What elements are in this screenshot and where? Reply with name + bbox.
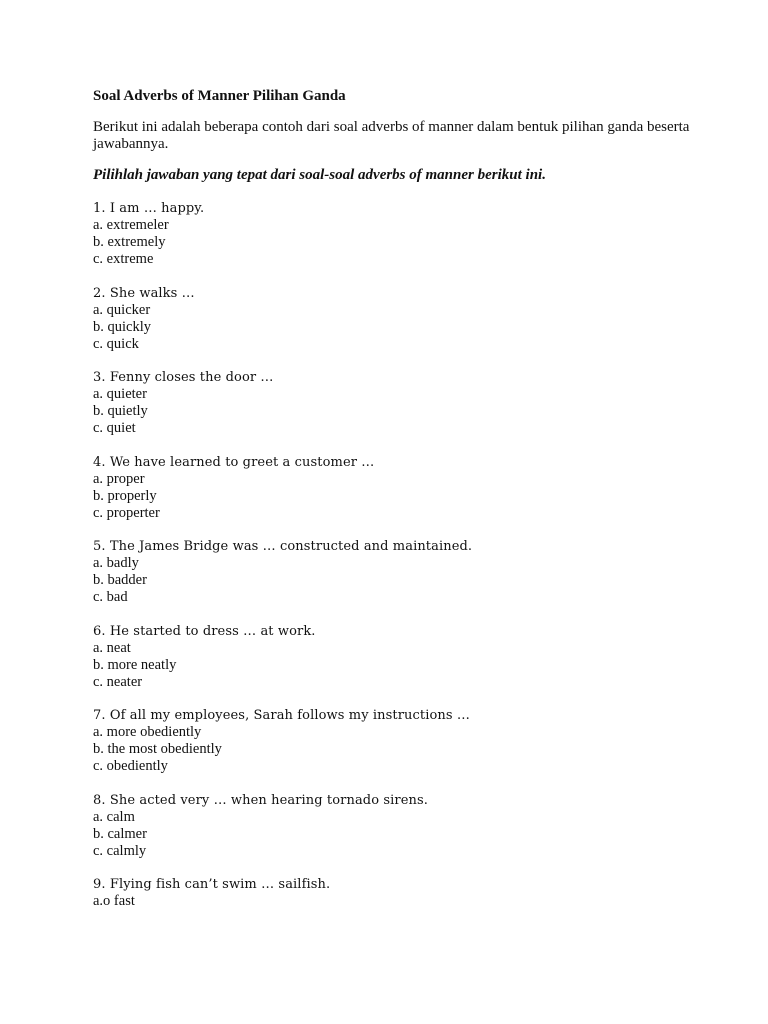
answer-option: c. extreme	[93, 251, 154, 267]
answer-option: b. quietly	[93, 403, 148, 419]
question-text: 5. The James Bridge was … constructed and maintained.	[93, 539, 473, 554]
question-item	[93, 369, 693, 437]
answer-option: a. more obediently	[93, 724, 202, 740]
question-item	[93, 876, 693, 910]
answer-option: a. quieter	[93, 386, 147, 402]
answer-option: a. calm	[93, 808, 135, 825]
question-list	[93, 200, 693, 910]
question-text: 9. Flying fish can’t swim … sailfish.	[93, 877, 331, 892]
answer-option: b. properly	[93, 487, 157, 504]
answer-option: a. quicker	[93, 301, 151, 318]
answer-option: a. extremeler	[93, 217, 169, 233]
answer-option: c. calmly	[93, 842, 147, 859]
answer-option: c. quiet	[93, 420, 136, 436]
document-intro: Berikut ini adalah beberapa contoh dari soal adverbs of manner dalam bentuk pilihan ganda beserta jawabannya.	[93, 119, 690, 152]
answer-option: b. extremely	[93, 234, 166, 250]
question-item	[93, 285, 693, 353]
question-item	[93, 538, 693, 606]
question-text: 7. Of all my employees, Sarah follows my instructions …	[93, 708, 470, 723]
answer-option: b. badder	[93, 572, 147, 588]
answer-option: c. quick	[93, 335, 139, 352]
document-title: Soal Adverbs of Manner Pilihan Ganda	[93, 88, 346, 104]
answer-option: a. badly	[93, 555, 139, 571]
question-text: 4. We have learned to greet a customer …	[93, 454, 375, 470]
answer-option: a.o fast	[93, 893, 135, 909]
answer-option: b. calmer	[93, 825, 147, 842]
document-content	[93, 86, 693, 927]
question-item	[93, 454, 693, 522]
question-text: 6. He started to dress … at work.	[93, 623, 316, 639]
question-item	[93, 200, 693, 268]
answer-option: c. bad	[93, 589, 128, 605]
answer-option: c. neater	[93, 673, 143, 690]
question-text: 3. Fenny closes the door …	[93, 370, 274, 385]
answer-option: a. proper	[93, 470, 145, 487]
question-item	[93, 792, 693, 860]
question-item	[93, 623, 693, 691]
question-item	[93, 707, 693, 775]
answer-option: c. obediently	[93, 758, 168, 774]
answer-option: b. the most obediently	[93, 741, 222, 757]
answer-option: a. neat	[93, 639, 131, 656]
document-instruction: Pilihlah jawaban yang tepat dari soal-soal adverbs of manner berikut ini.	[93, 167, 546, 183]
question-text: 1. I am … happy.	[93, 201, 205, 216]
answer-option: b. quickly	[93, 318, 151, 335]
question-text: 2. She walks …	[93, 285, 195, 301]
question-text: 8. She acted very … when hearing tornado sirens.	[93, 792, 428, 808]
answer-option: b. more neatly	[93, 656, 177, 673]
answer-option: c. properter	[93, 504, 160, 521]
